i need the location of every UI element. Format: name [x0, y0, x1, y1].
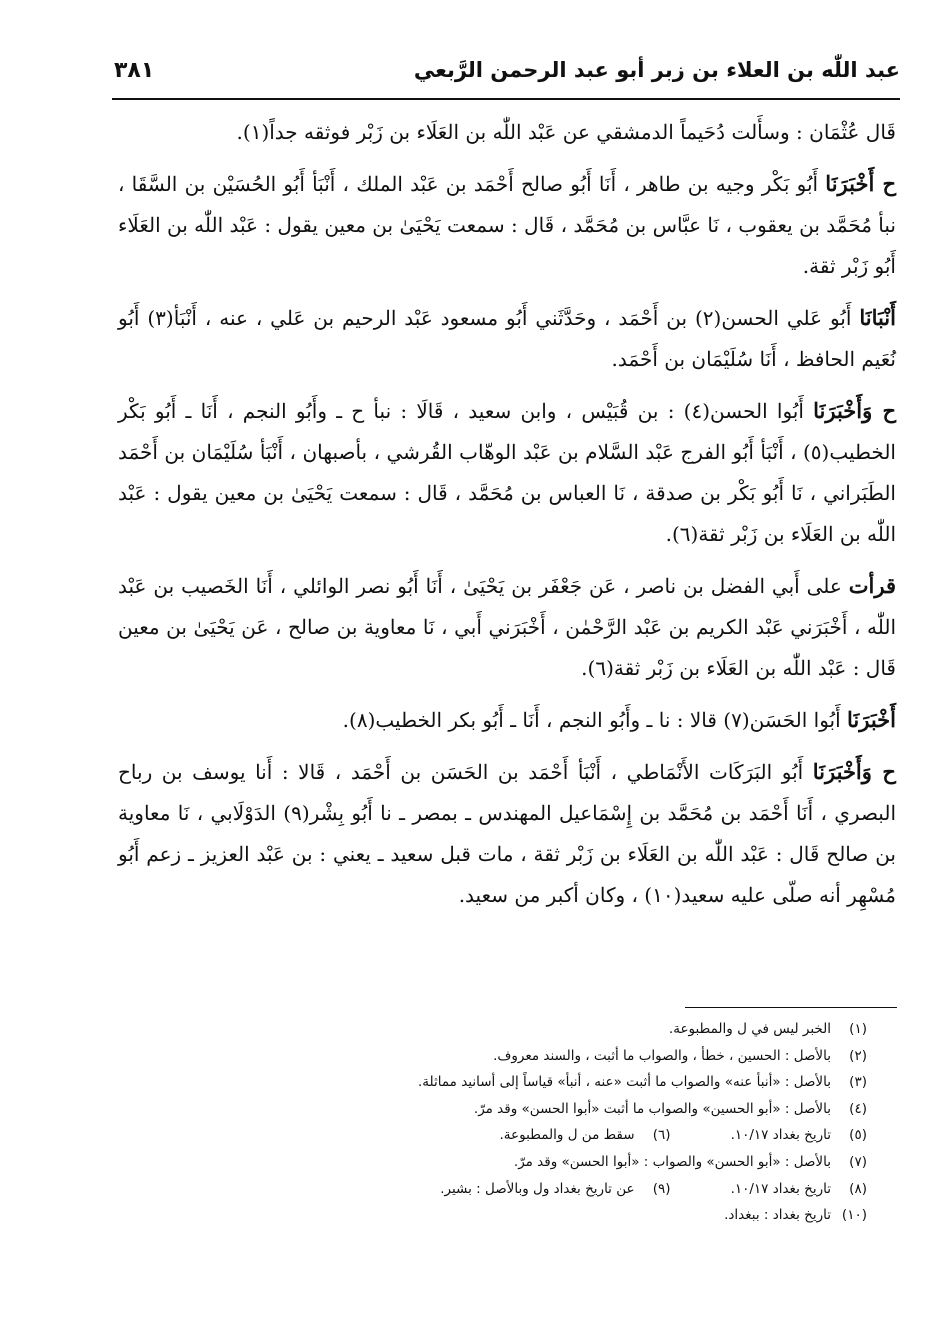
paragraph-lead: أَنْبَانَا — [859, 305, 896, 330]
footnote-text: عن تاريخ بغداد ول وبالأصل : بشير. — [440, 1180, 635, 1197]
footnote-line — [97, 1096, 867, 1123]
footnote-text: بالأصل : «أبو الحسن» والصواب : «أبوا الحسن» وقد مرّ. — [513, 1153, 831, 1170]
footnote-line — [97, 1069, 867, 1096]
paragraph-lead: ح وَأَخْبَرَنَا — [813, 398, 896, 423]
footnote-line — [97, 1202, 867, 1229]
paragraph — [118, 112, 896, 153]
paragraph-text: أَبُو بَكْر وجيه بن طاهر ، أَنَا أَبُو صالح أَحْمَد بن عَبْد الملك ، أَنْبَأ أَبُو الحُسَيْن بن السَّقَا ، نبأ مُحَمَّد بن يعقوب ، نَا عبَّاس بن مُحَمَّد ، قَال : سمعت يَحْيَىٰ بن معين يقول : عَبْد اللّٰه بن العَلَاء أَبُو زَبْر ثقة. — [118, 172, 896, 278]
footnote-divider — [685, 1007, 897, 1008]
footnote-text: تاريخ بغداد ١٠/١٧. — [730, 1127, 831, 1144]
footnote-line — [97, 1176, 867, 1203]
footnote-text: بالأصل : الحسين ، خطأ ، والصواب ما أثبت ، والسند معروف. — [493, 1047, 831, 1064]
footnote-number: (٢) — [849, 1047, 867, 1064]
footnote-number: (٦) — [652, 1127, 671, 1144]
footnote-number: (٤) — [849, 1100, 867, 1117]
footnote-line — [97, 1149, 867, 1176]
page-number: ٣٨١ — [114, 58, 155, 83]
footnote-number: (٣) — [849, 1074, 867, 1091]
footnote — [474, 1096, 867, 1123]
footnote — [724, 1202, 867, 1229]
paragraph-text: أَبُو البَرَكَات الأَنْمَاطي ، أَنْبَأ أَحْمَد بن الحَسَن بن أَحْمَد ، قَالا : أَنا يوسف بن رباح البصري ، أَنَا أَحْمَد بن مُحَمَّد بن إِسْمَاعيل المهندس ـ بمصر ـ نا أَبُو بِشْر(٩) الدَوْلَابي ، نَا معاوية بن صالح قَال : عَبْد اللّٰه بن العَلَاء بن زَبْر ثقة ، مات قبل سعيد ـ يعني : بن عَبْد العزيز ـ زعم أَبُو مُسْهِر أنه صلّى عليه سعيد(١٠) ، وكان أكبر من سعيد. — [118, 760, 896, 907]
footnote-line — [97, 1122, 867, 1149]
footnote-number: (١) — [849, 1021, 867, 1037]
footnote — [669, 1016, 867, 1043]
paragraph-lead: قرأت — [848, 573, 896, 598]
footnote — [514, 1149, 867, 1176]
footnote-text: بالأصل : «أنبأ عنه» والصواب ما أثبت «عنه ، أنبأ» قياساً إلى أسانيد مماثلة. — [418, 1074, 831, 1091]
paragraph-text: قَال عُثْمَان : وسأَلت دُحَيماً الدمشقي عن عَبْد اللّٰه بن العَلَاء بن زَبْر فوثقه جداً(١). — [236, 120, 896, 144]
footnote-text: الخبر ليس في ل والمطبوعة. — [668, 1021, 831, 1037]
footnote-text: سقط من ل والمطبوعة. — [499, 1127, 635, 1144]
paragraph — [118, 163, 896, 287]
footnote — [500, 1122, 671, 1149]
footnote — [731, 1122, 867, 1149]
footnotes — [97, 1016, 867, 1229]
paragraph-text: على أَبي الفضل بن ناصر ، عَن جَعْفَر بن يَحْيَىٰ ، أَنَا أَبُو نصر الوائلي ، أَنَا الخَصيب بن عَبْد اللّٰه ، أَخْبَرَني عَبْد الكريم بن عَبْد الرَّحْمٰن ، أَخْبَرَني أَبي ، نَا معاوية بن صالح ، عَن يَحْيَىٰ بن معين قَال : عَبْد اللّٰه بن العَلَاء بن زَبْر ثقة(٦). — [118, 574, 897, 680]
paragraph — [118, 297, 896, 380]
paragraph-lead: ح أَخْبَرَنَا — [825, 171, 896, 196]
footnote-number: (٩) — [652, 1180, 671, 1197]
footnote-text: تاريخ بغداد : ببغداد. — [724, 1207, 831, 1224]
paragraph-text: أَبُوا الحَسَن(٧) قالا : نا ـ وأَبُو النجم ، أَنَا ـ أَبُو بكر الخطيب(٨). — [342, 708, 848, 732]
paragraph-lead: ح وَأَخْبَرَنَا — [812, 759, 896, 784]
paragraph — [118, 751, 896, 916]
footnote — [731, 1176, 867, 1203]
footnote-number: (١٠) — [841, 1207, 867, 1224]
paragraph-text: أَبُو عَلي الحسن(٢) بن أَحْمَد ، وحَدَّثَني أَبُو مسعود عَبْد الرحيم بن عَلي ، عنه ، أَنْبَأ(٣) أَبُو نُعَيم الحافظ ، أَنَا سُلَيْمَان بن أَحْمَد. — [118, 306, 896, 371]
footnote — [418, 1069, 867, 1096]
footnote-text: بالأصل : «أبو الحسين» والصواب ما أثبت «أبوا الحسن» وقد مرّ. — [473, 1100, 831, 1117]
footnote-number: (٧) — [849, 1153, 867, 1170]
footnote — [493, 1043, 867, 1070]
paragraph — [118, 699, 896, 741]
footnote-line — [97, 1043, 867, 1070]
footnote-number: (٨) — [849, 1180, 867, 1197]
main-text — [118, 112, 896, 926]
page-header — [112, 56, 900, 100]
paragraph — [118, 390, 896, 555]
footnote-line — [97, 1016, 867, 1043]
paragraph — [118, 565, 896, 689]
footnote — [440, 1176, 670, 1203]
paragraph-text: أَبُوا الحسن(٤) : بن قُبَيْس ، وابن سعيد ، قَالَا : نبأ ح ـ وأَبُو النجم ، أَنَا ـ أَبُو بَكْر الخطيب(٥) ، أَنْبَأ أَبُو الفرج عَبْد السَّلام بن عَبْد الوهّاب القُرشي ، بأصبهان ، أَنْبَأ سُلَيْمَان بن أَحْمَد الطَبَراني ، نَا أَبُو بَكْر بن صدقة ، نَا العباس بن مُحَمَّد ، قَال : سمعت يَحْيَىٰ بن معين يقول : عَبْد اللّٰه بن العَلَاء بن زَبْر ثقة(٦). — [118, 399, 896, 546]
footnote-text: تاريخ بغداد ١٠/١٧. — [730, 1180, 831, 1197]
footnote-number: (٥) — [849, 1127, 867, 1144]
running-title: عبد اللّٰه بن العلاء بن زبر أبو عبد الرحمن الرَّبعي — [413, 58, 900, 82]
paragraph-lead: أَخْبَرَنَا — [847, 707, 896, 732]
